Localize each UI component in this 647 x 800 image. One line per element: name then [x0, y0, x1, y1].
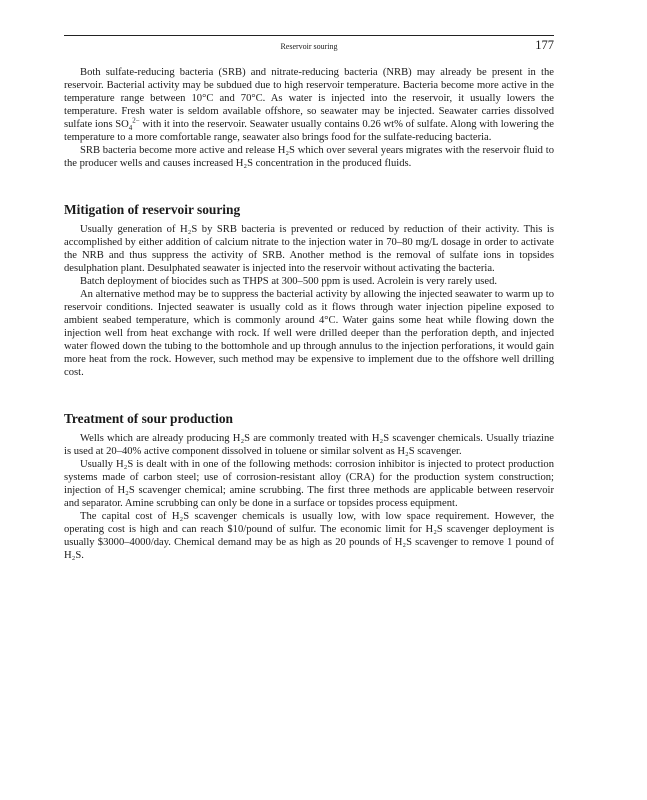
text-run: Both sulfate-reducing bacteria (SRB) and nitrate-reducing bacteria (NRB) may already be present in the reservoir. Bacterial activity may be subdued due to high reservoir temperature. Bacteria become more active in the temperature range between 10°C and 70°C. As water is injected into the reservoir, it usually lowers the temperature. Fresh water is seldom available offshore, so seawater may be injected. Seawater carries dissolved sulfate ions SO — [64, 67, 554, 130]
superscript: 2− — [132, 116, 140, 125]
body-text — [64, 66, 554, 562]
paragraph: An alternative method may be to suppress the bacterial activity by allowing the injected seawater to warm up to reservoir conditions. Injected seawater is usually cold as it flows through water injection pipeline exposed to ambient seabed temperature, which is commonly around 4°C. Water gains some heat while flowing down the injection well from heat exchange with rock. If well were drilled deeper than the perforation depth, and injected water flowed down the tubing to the bottomhole and up through annulus to the injection perforations, it would gain more heat from the rock. However, such method may be expensive to implement due to the offshore well drilling cost. — [64, 289, 554, 378]
subscript: 4 — [128, 124, 133, 133]
header-rule — [64, 35, 554, 36]
paragraph: Wells which are already producing H₂S are commonly treated with H₂S scavenger chemicals. Usually triazine is used at 20–40% active component dissolved in toluene or similar solvent as H₂S scavenger. — [64, 433, 554, 457]
running-head: Reservoir souring — [280, 42, 338, 51]
section-heading: Mitigation of reservoir souring — [64, 202, 241, 217]
paragraph: SRB bacteria become more active and release H₂S which over several years migrates with the reservoir fluid to the producer wells and causes increased H₂S concentration in the produced fluids. — [64, 145, 554, 169]
text-run: with it into the reservoir. Seawater usually contains 0.26 wt% of sulfate. Along with lowering the temperature to a more comfortable range, seawater also brings food for the sulfate-reducing bacteria. — [64, 119, 554, 143]
paragraph: Usually H₂S is dealt with in one of the following methods: corrosion inhibitor is injected to protect production systems made of carbon steel; use of corrosion-resistant alloy (CRA) for the production system construction; injection of H₂S scavenger chemical; amine scrubbing. The first three methods are applicable between reservoir and separator. Amine scrubbing can only be done in a surface or topsides process equipment. — [64, 459, 554, 509]
page-number: 177 — [535, 38, 554, 52]
paragraph — [64, 66, 554, 144]
paragraph: The capital cost of H₂S scavenger chemicals is usually low, with low space requirement. However, the operating cost is high and can reach $10/pound of sulfur. The economic limit for H₂S scavenger deployment is usually $3000–4000/day. Chemical demand may be as high as 20 pounds of H₂S scavenger to remove 1 pound of H₂S. — [64, 511, 554, 561]
paragraph: Batch deployment of biocides such as THPS at 300–500 ppm is used. Acrolein is very rarely used. — [80, 276, 498, 287]
section-heading: Treatment of sour production — [64, 411, 233, 426]
paragraph: Usually generation of H₂S by SRB bacteria is prevented or reduced by reduction of their activity. This is accomplished by either addition of calcium nitrate to the injection water in 70–80 mg/L dosage in order to activate the NRB and thus suppress the activity of SRB. Another method is the removal of sulfate ions in topsides desulphation plant. Desulphated seawater is injected into the reservoir without activating the bacteria. — [64, 224, 554, 274]
